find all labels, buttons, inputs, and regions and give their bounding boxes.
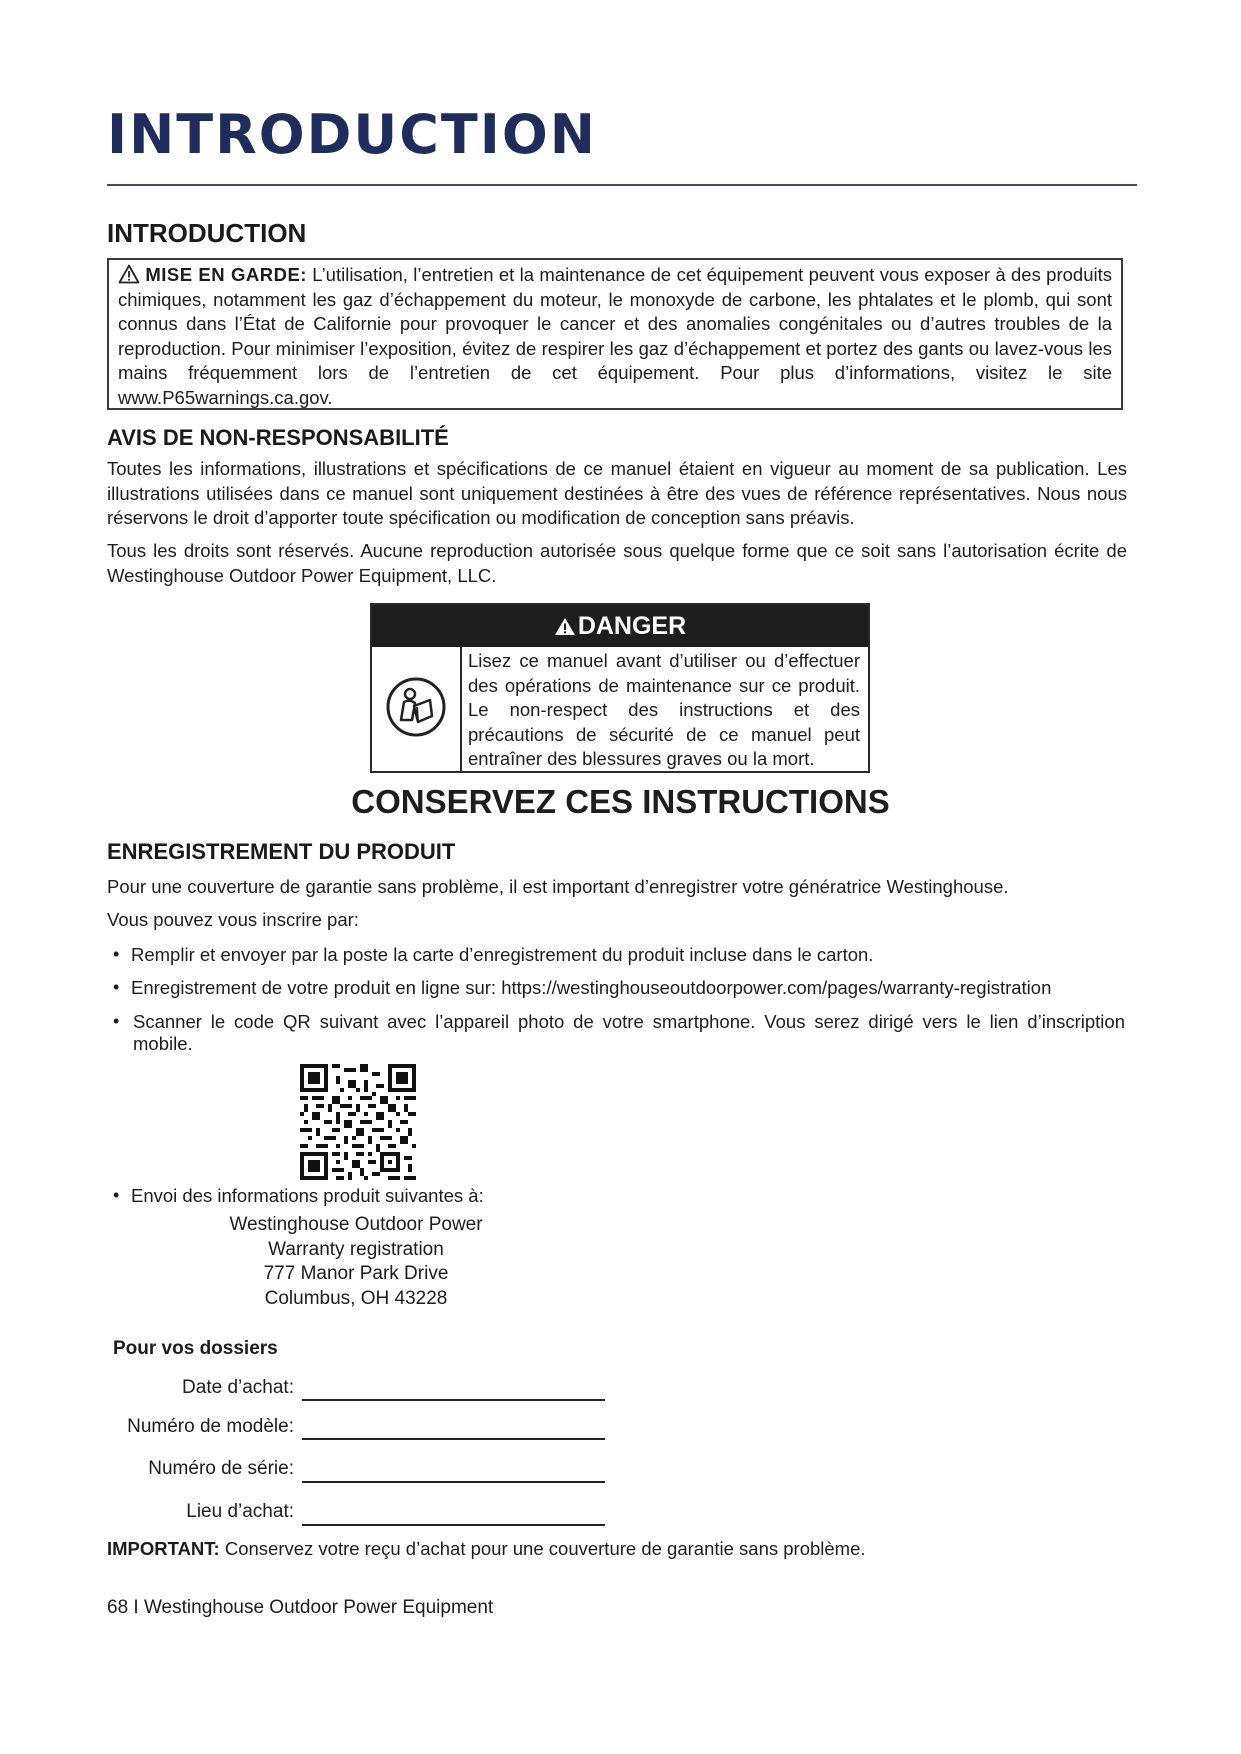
section-heading-introduction: INTRODUCTION [107, 218, 307, 248]
danger-icon-cell [372, 647, 462, 771]
disclaimer-paragraph-1: Toutes les informations, illustrations et spécifications de ce manuel étaient en vigueur au moment de sa publication. Les illustrations utilisées dans ce manuel sont uniquement destinées à être des vues de référence représentatives. Nous nous réservons le droit d’apporter toute spécification ou modification de conception sans préavis. [107, 458, 1127, 528]
qr-code[interactable] [300, 1064, 416, 1180]
bullet-item-mail-card: Remplir et envoyer par la poste la carte d’enregistrement du produit incluse dans le carton. [131, 944, 874, 965]
disclaimer-paragraph-2: Tous les droits sont réservés. Aucune reproduction autorisée sous quelque forme que ce soit sans l’autorisation écrite de Westinghouse Outdoor Power Equipment, LLC. [107, 540, 1127, 586]
field-line-serial-number[interactable] [302, 1481, 605, 1483]
bullet-item-mail-address: Envoi des informations produit suivantes à: [131, 1185, 484, 1206]
mailing-address [225, 1213, 487, 1311]
important-label: IMPORTANT: [107, 1538, 220, 1559]
address-line: Columbus, OH 43228 [264, 1287, 448, 1309]
warning-box [107, 258, 1123, 410]
bullet-dot: • [113, 1011, 120, 1031]
registration-subscribe: Vous pouvez vous inscrire par: [107, 909, 359, 930]
address-line: Westinghouse Outdoor Power [229, 1214, 483, 1235]
danger-triangle-icon [554, 617, 576, 636]
field-label-model-number: Numéro de modèle: [127, 1416, 294, 1437]
bullet-dot: • [113, 944, 120, 964]
field-line-purchase-place[interactable] [302, 1524, 605, 1526]
bullet-item-online: Enregistrement de votre produit en ligne sur: https://westinghouseoutdoorpower.com/pages/warranty-registration [131, 977, 1052, 998]
warning-text: L’utilisation, l’entretien et la maintenance de cet équipement peuvent vous exposer à des produits chimiques, notamment les gaz d’échappement du moteur, le monoxyde de carbone, les phtalates et le plomb, qui sont connus dans l’État de Californie pour provoquer le cancer et des anomalies congénitales ou d’autres troubles de la reproduction. Pour minimiser l’exposition, évitez de respirer les gaz d’échappement et portez des gants ou lavez-vous les mains fréquemment lors de l’entretien de cet équipement. Pour plus d’informations, visitez le site www.P65warnings.ca.gov. [118, 264, 1112, 408]
field-label-purchase-place: Lieu d’achat: [186, 1501, 294, 1522]
important-text: Conservez votre reçu d’achat pour une couverture de garantie sans problème. [219, 1538, 866, 1559]
field-label-purchase-date: Date d’achat: [182, 1377, 294, 1398]
field-label-serial-number: Numéro de série: [148, 1458, 294, 1479]
page-footer: 68 I Westinghouse Outdoor Power Equipment [107, 1597, 494, 1618]
important-note [107, 1538, 866, 1560]
bullet-dot: • [113, 977, 120, 997]
registration-intro: Pour une couverture de garantie sans problème, il est important d’enregistrer votre génératrice Westinghouse. [107, 876, 1009, 897]
page-title: INTRODUCTION [107, 103, 597, 166]
conserve-instructions-heading: CONSERVEZ CES INSTRUCTIONS [351, 783, 890, 820]
bullet-item-qr: Scanner le code QR suivant avec l’appareil photo de votre smartphone. Vous serez dirigé vers le lien d’inscription mobile. [133, 1011, 1125, 1054]
section-heading-registration: ENREGISTREMENT DU PRODUIT [107, 839, 456, 864]
field-line-purchase-date[interactable] [302, 1399, 605, 1401]
title-divider [107, 184, 1137, 186]
danger-header [372, 605, 868, 647]
records-heading: Pour vos dossiers [113, 1338, 278, 1359]
read-manual-icon [384, 675, 448, 739]
warning-label: MISE EN GARDE: [145, 264, 307, 285]
danger-title: DANGER [577, 612, 687, 640]
warning-triangle-icon [118, 264, 140, 284]
bullet-dot: • [113, 1185, 120, 1205]
address-line: Warranty registration [268, 1238, 444, 1260]
danger-box [370, 603, 870, 773]
danger-text: Lisez ce manuel avant d’utiliser ou d’effectuer des opérations de maintenance sur ce produit. Le non-respect des instructions et des précautions de sécurité de ce manuel peut entraîner des blessures graves ou la mort. [468, 650, 860, 769]
field-line-model-number[interactable] [302, 1438, 605, 1440]
section-heading-disclaimer: AVIS DE NON-RESPONSABILITÉ [107, 425, 449, 450]
address-line: 777 Manor Park Drive [263, 1263, 449, 1284]
